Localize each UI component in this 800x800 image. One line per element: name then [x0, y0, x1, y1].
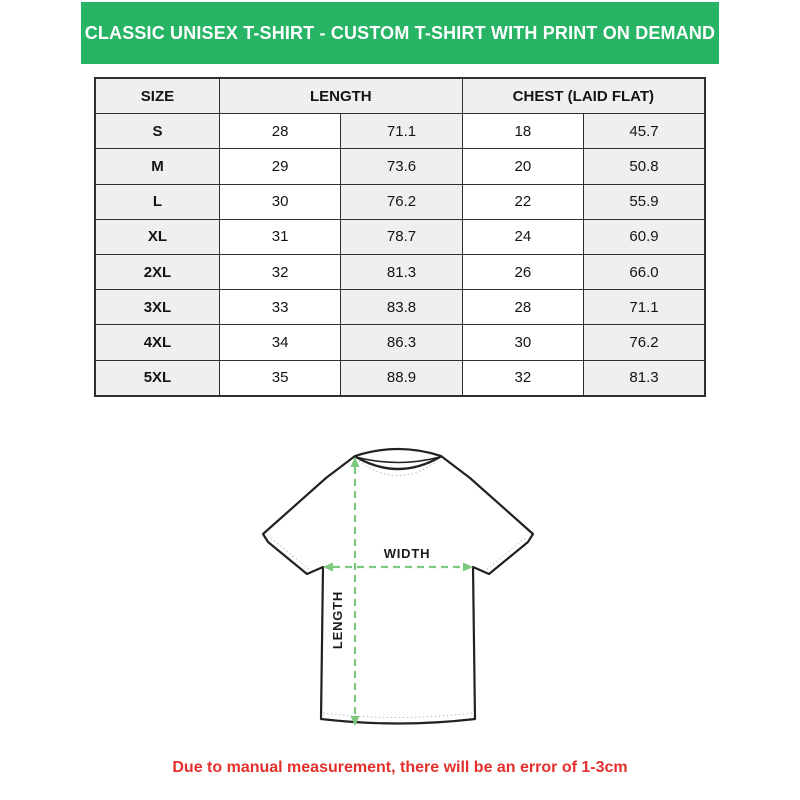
length-cm-cell: 81.3	[341, 254, 462, 289]
size-label: 3XL	[95, 290, 219, 325]
chest-in-cell: 32	[462, 360, 583, 396]
size-label: 2XL	[95, 254, 219, 289]
length-in-cell: 29	[219, 149, 340, 184]
tshirt-measurement-diagram	[255, 442, 545, 744]
length-cm-cell: 71.1	[341, 114, 462, 149]
length-in-cell: 32	[219, 254, 340, 289]
chest-cm-cell: 66.0	[584, 254, 705, 289]
chest-cm-cell: 50.8	[584, 149, 705, 184]
table-row	[95, 254, 705, 289]
size-label: M	[95, 149, 219, 184]
page-title: CLASSIC UNISEX T-SHIRT - CUSTOM T-SHIRT WITH PRINT ON DEMAND	[84, 22, 716, 43]
table-row	[95, 360, 705, 396]
table-row	[95, 149, 705, 184]
chest-cm-cell: 71.1	[584, 290, 705, 325]
chest-in-cell: 26	[462, 254, 583, 289]
chest-cm-cell: 55.9	[584, 184, 705, 219]
length-cm-cell: 88.9	[341, 360, 462, 396]
length-cm-cell: 73.6	[341, 149, 462, 184]
size-label: XL	[95, 219, 219, 254]
chest-in-cell: 28	[462, 290, 583, 325]
size-label: L	[95, 184, 219, 219]
length-cm-cell: 78.7	[341, 219, 462, 254]
title-banner	[81, 2, 719, 64]
column-header-chest: CHEST (LAID FLAT)	[462, 78, 705, 114]
length-in-cell: 31	[219, 219, 340, 254]
chest-cm-cell: 81.3	[584, 360, 705, 396]
width-dimension-label: WIDTH	[383, 545, 431, 561]
size-label: 4XL	[95, 325, 219, 360]
size-chart-table	[94, 77, 706, 397]
chest-in-cell: 22	[462, 184, 583, 219]
table-row	[95, 184, 705, 219]
table-row	[95, 219, 705, 254]
measurement-error-note: Due to manual measurement, there will be an error of 1-3cm	[172, 758, 628, 776]
chest-in-cell: 18	[462, 114, 583, 149]
chest-cm-cell: 76.2	[584, 325, 705, 360]
table-row	[95, 290, 705, 325]
length-dimension-label: LENGTH	[330, 590, 345, 649]
chest-cm-cell: 60.9	[584, 219, 705, 254]
length-cm-cell: 76.2	[341, 184, 462, 219]
tshirt-outline-drawing	[255, 442, 545, 744]
length-in-cell: 28	[219, 114, 340, 149]
tshirt-body-shape	[263, 449, 533, 724]
length-in-cell: 33	[219, 290, 340, 325]
length-in-cell: 30	[219, 184, 340, 219]
length-cm-cell: 86.3	[341, 325, 462, 360]
size-label: S	[95, 114, 219, 149]
table-header-row	[95, 78, 705, 114]
column-header-size: SIZE	[95, 78, 219, 114]
chest-in-cell: 20	[462, 149, 583, 184]
chest-in-cell: 24	[462, 219, 583, 254]
table-row	[95, 325, 705, 360]
chest-cm-cell: 45.7	[584, 114, 705, 149]
length-in-cell: 34	[219, 325, 340, 360]
size-label: 5XL	[95, 360, 219, 396]
chest-in-cell: 30	[462, 325, 583, 360]
length-in-cell: 35	[219, 360, 340, 396]
column-header-length: LENGTH	[219, 78, 462, 114]
length-cm-cell: 83.8	[341, 290, 462, 325]
table-row	[95, 114, 705, 149]
